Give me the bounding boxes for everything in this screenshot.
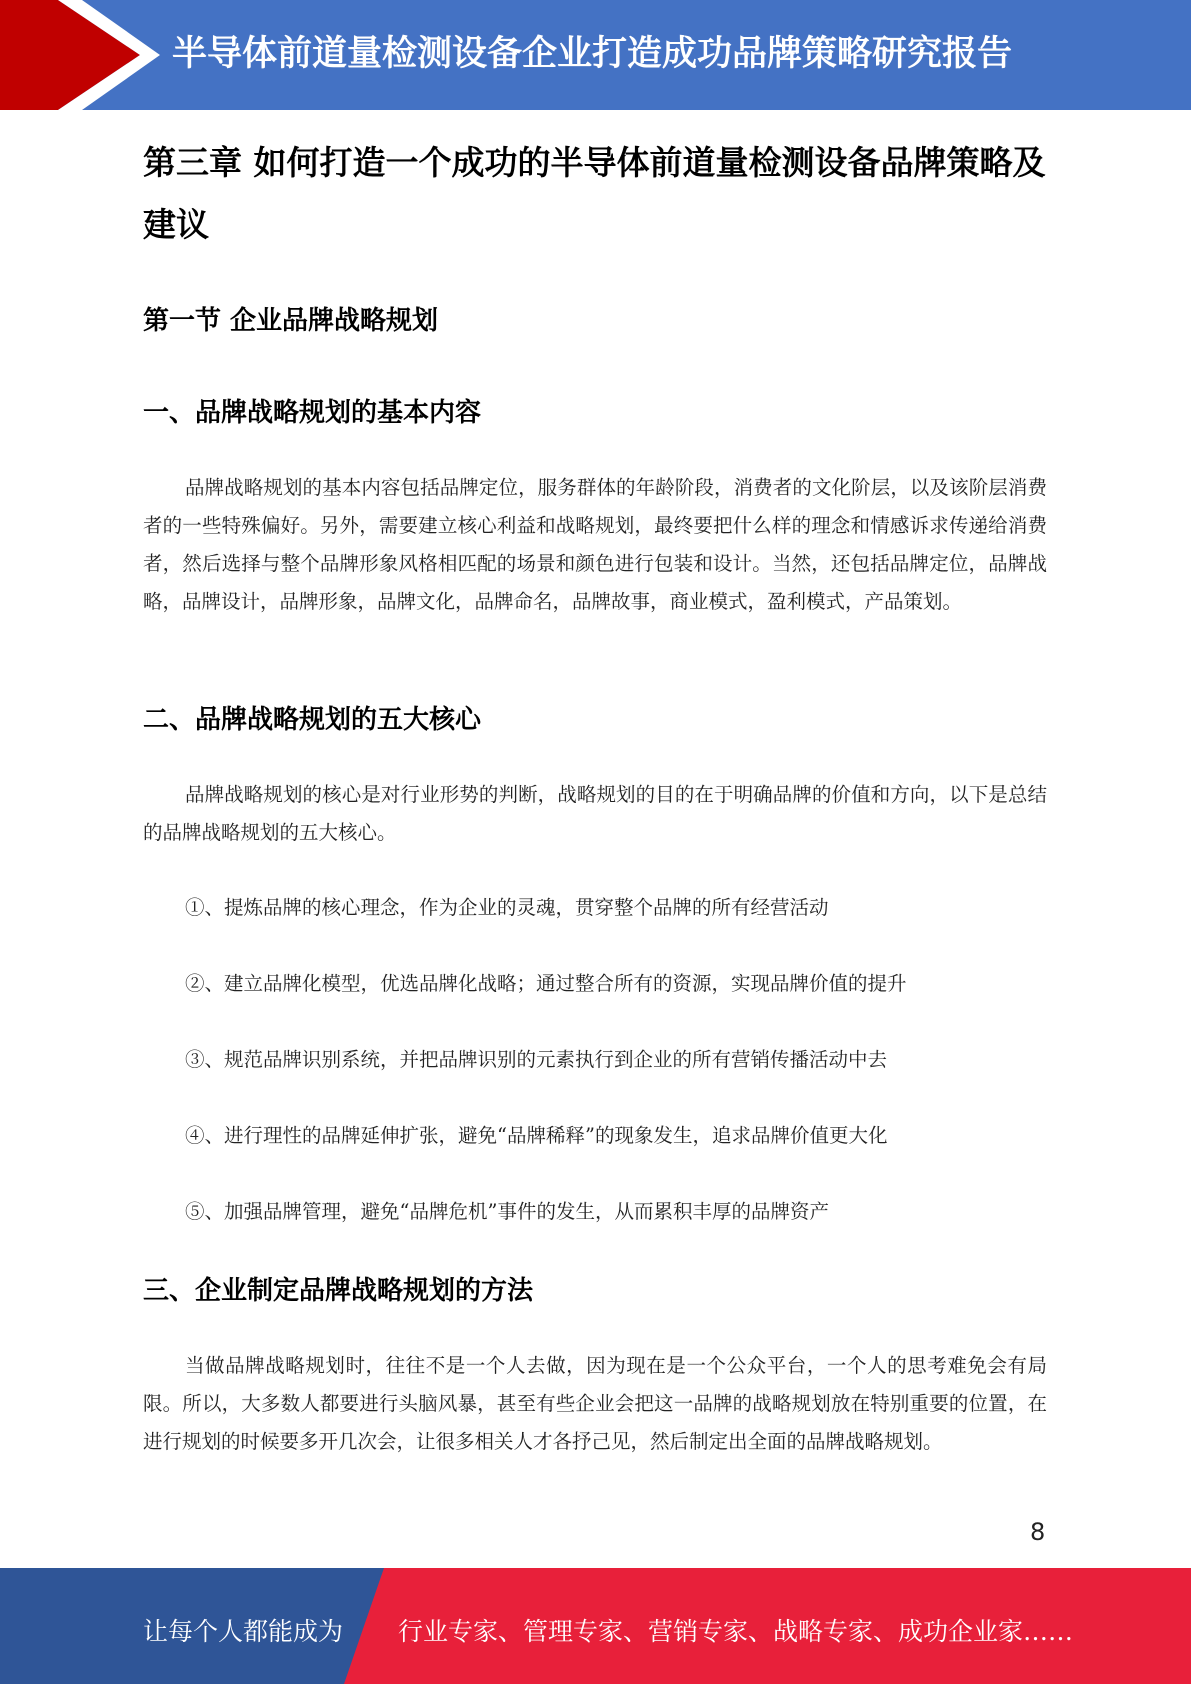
footer-slogan-right: 行业专家、管理专家、营销专家、战略专家、成功企业家…… [398, 1617, 1074, 1646]
subsection-title-1: 一、品牌战略规划的基本内容 [143, 398, 482, 428]
list-item: ①、提炼品牌的核心理念，作为企业的灵魂，贯穿整个品牌的所有经营活动 [185, 896, 829, 919]
page-footer [0, 1568, 1191, 1684]
paragraph-five-cores: 品牌战略规划的核心是对行业形势的判断，战略规划的目的在于明确品牌的价值和方向，以下是总结的品牌战略规划的五大核心。 [143, 783, 1047, 844]
subsection-title-3: 三、企业制定品牌战略规划的方法 [143, 1276, 534, 1306]
list-item: ②、建立品牌化模型，优选品牌化战略；通过整合所有的资源，实现品牌价值的提升 [185, 972, 907, 995]
subsection-title-2: 二、品牌战略规划的五大核心 [143, 705, 482, 735]
footer-slogan-left: 让每个人都能成为 [143, 1617, 344, 1646]
list-item: ④、进行理性的品牌延伸扩张，避免“品牌稀释”的现象发生，追求品牌价值更大化 [185, 1124, 888, 1147]
list-item: ③、规范品牌识别系统，并把品牌识别的元素执行到企业的所有营销传播活动中去 [185, 1048, 888, 1071]
list-item: ⑤、加强品牌管理，避免“品牌危机”事件的发生，从而累积丰厚的品牌资产 [185, 1200, 829, 1223]
section-title: 第一节 企业品牌战略规划 [143, 306, 439, 336]
paragraph-basic-content: 品牌战略规划的基本内容包括品牌定位，服务群体的年龄阶段，消费者的文化阶层，以及该阶层消费者的一些特殊偏好。另外，需要建立核心利益和战略规划，最终要把什么样的理念和情感诉求传递给消费者，然后选择与整个品牌形象风格相匹配的场景和颜色进行包装和设计。当然，还包括品牌定位，品牌战略，品牌设计，品牌形象，品牌文化，品牌命名，品牌故事，商业模式，盈利模式，产品策划。 [143, 476, 1047, 613]
page-number: 8 [1030, 1518, 1046, 1546]
chapter-title: 第三章 如何打造一个成功的半导体前道量检测设备品牌策略及建议 [143, 143, 1046, 244]
page-header [0, 0, 1191, 110]
paragraph-planning-method: 当做品牌战略规划时，往往不是一个人去做，因为现在是一个公众平台，一个人的思考难免会有局限。所以，大多数人都要进行头脑风暴，甚至有些企业会把这一品牌的战略规划放在特别重要的位置，在进行规划的时候要多开几次会，让很多相关人才各抒己见，然后制定出全面的品牌战略规划。 [143, 1354, 1047, 1453]
report-title: 半导体前道量检测设备企业打造成功品牌策略研究报告 [172, 34, 1013, 74]
